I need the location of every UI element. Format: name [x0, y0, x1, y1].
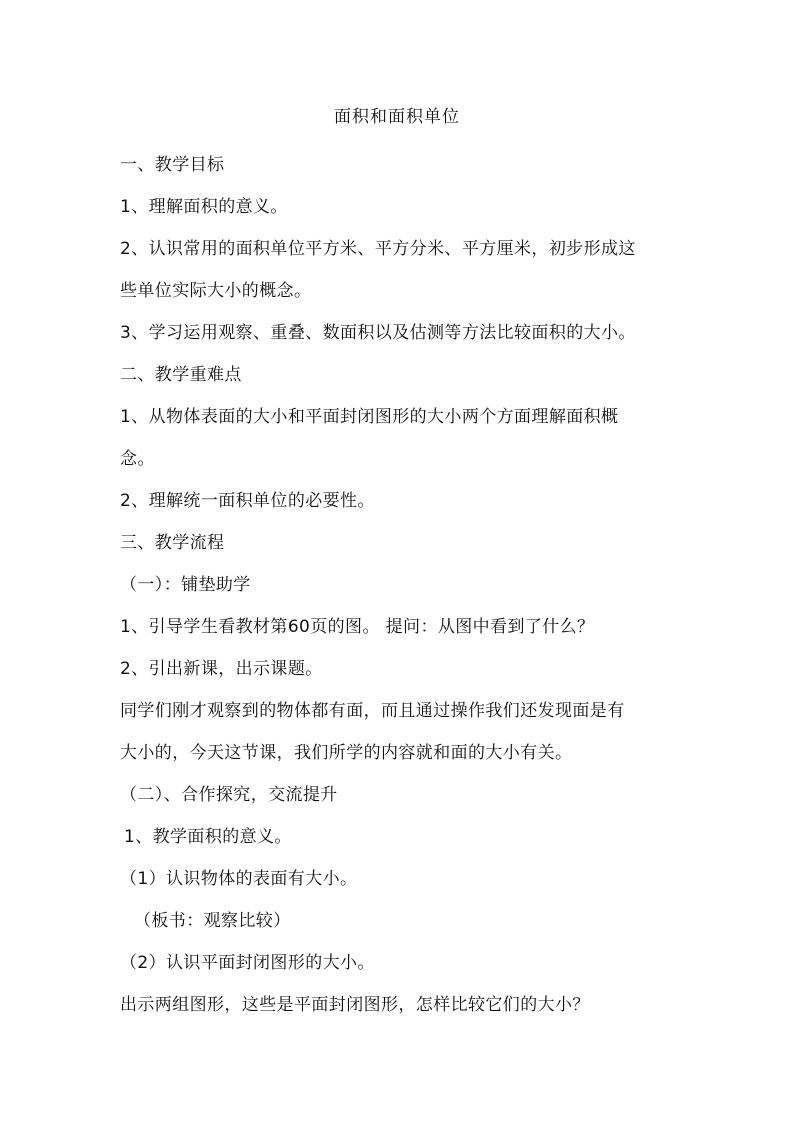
process-item-1: 1、教学面积的意义。 — [124, 827, 292, 847]
process-subitem-1: （1）认识物体的表面有大小。 — [120, 869, 358, 889]
process-paragraph-a: 同学们刚才观察到的物体都有面，而且通过操作我们还发现面是有 — [120, 701, 625, 721]
document-body — [120, 144, 680, 1026]
process-line-1: 1、引导学生看教材第60页的图。 提问：从图中看到了什么？ — [120, 617, 595, 637]
process-line-2: 2、引出新课，出示课题。 — [120, 659, 323, 679]
objective-line-2a: 2、认识常用的面积单位平方米、平方分米、平方厘米，初步形成这 — [120, 239, 636, 259]
process-subheading-2: （二）、合作探究，交流提升 — [120, 785, 338, 805]
process-paragraph-b: 大小的，今天这节课，我们所学的内容就和面的大小有关。 — [120, 743, 573, 763]
process-subitem-2: （2）认识平面封闭图形的大小。 — [120, 953, 375, 973]
key-point-line-1a: 1、从物体表面的大小和平面封闭图形的大小两个方面理解面积概 — [120, 407, 619, 427]
section-heading-process: 三、教学流程 — [120, 533, 225, 553]
key-point-line-2: 2、理解统一面积单位的必要性。 — [120, 491, 375, 511]
process-board-note: （板书：观察比较） — [134, 911, 291, 931]
process-subheading-1: （一）：铺垫助学 — [120, 575, 251, 595]
key-point-line-1b: 念。 — [120, 449, 155, 469]
objective-line-3: 3、学习运用观察、重叠、数面积以及估测等方法比较面积的大小。 — [120, 323, 636, 343]
objective-line-2b: 些单位实际大小的概念。 — [120, 281, 312, 301]
section-heading-key-points: 二、教学重难点 — [120, 365, 242, 385]
process-final-line: 出示两组图形，这些是平面封闭图形，怎样比较它们的大小？ — [120, 995, 590, 1015]
objective-line-1: 1、理解面积的意义。 — [120, 197, 288, 217]
section-heading-objectives: 一、教学目标 — [120, 155, 225, 175]
document-title: 面积和面积单位 — [334, 107, 460, 127]
